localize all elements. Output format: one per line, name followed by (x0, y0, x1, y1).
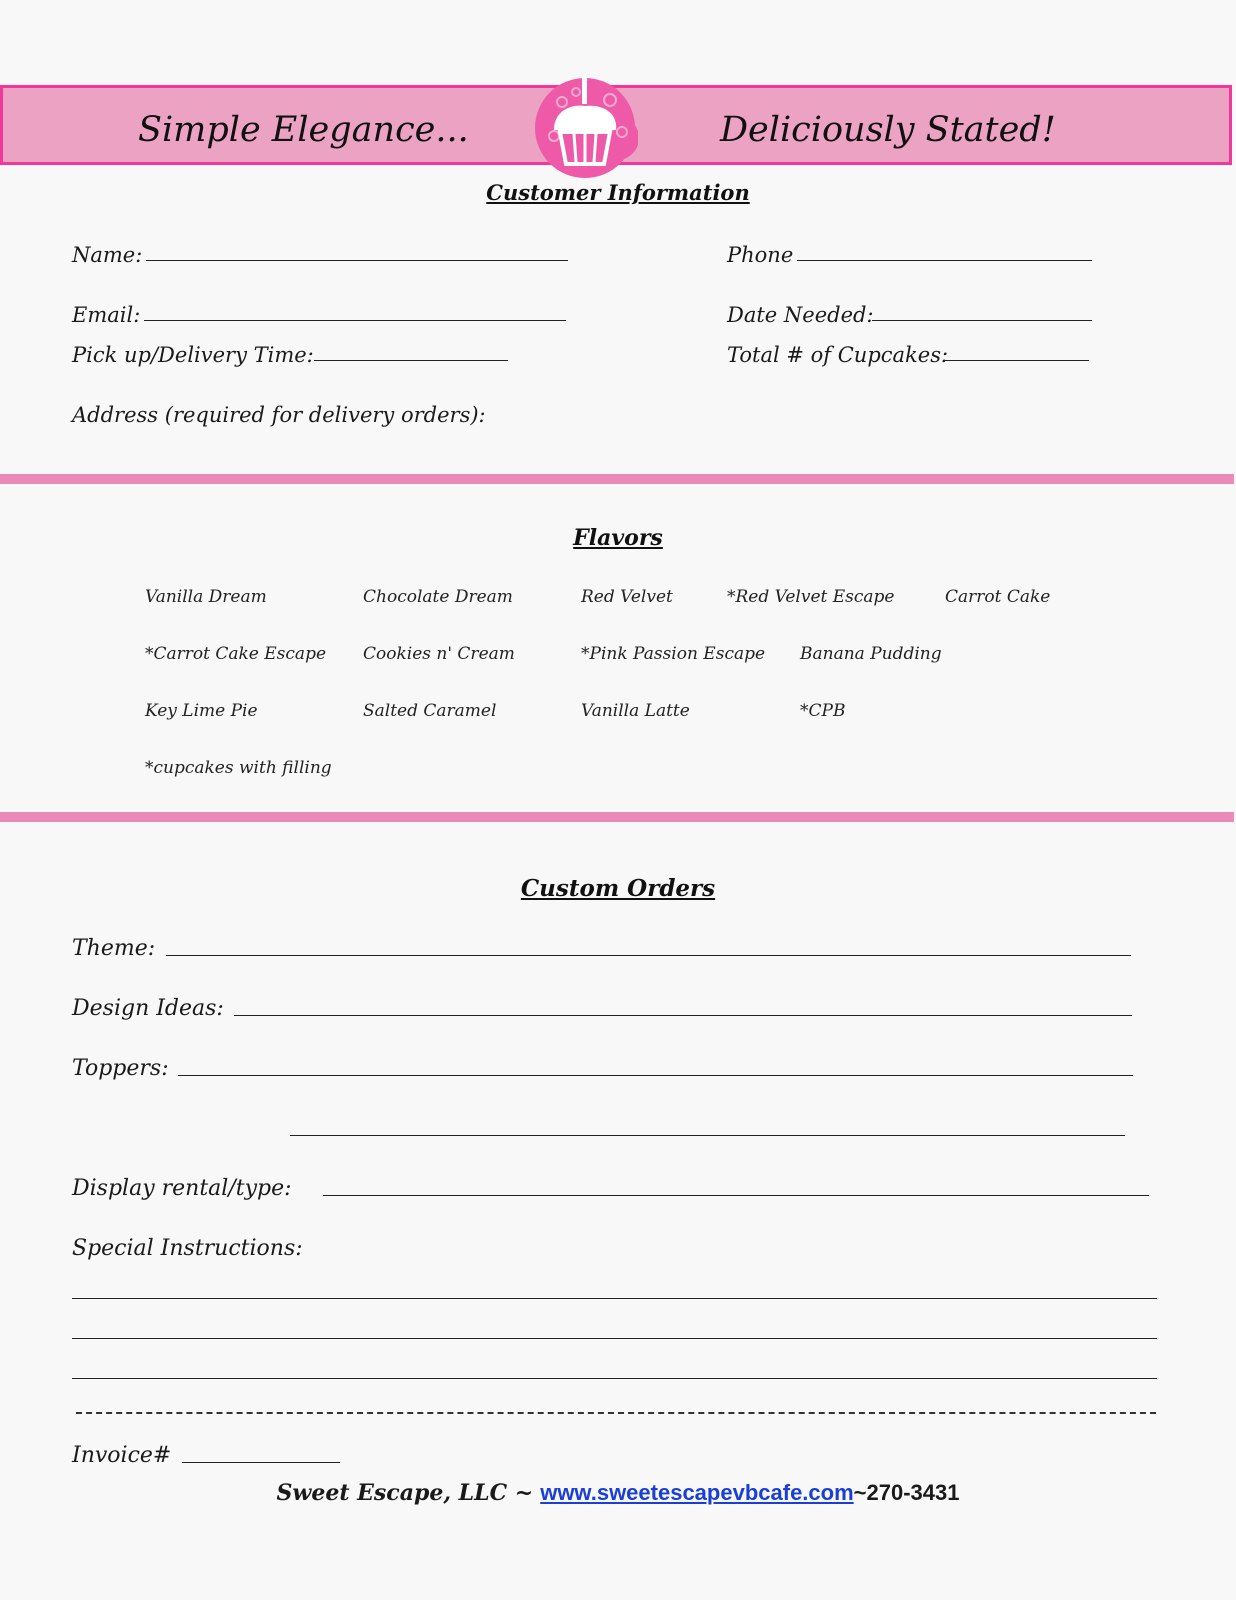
tagline-right: Deliciously Stated! (720, 110, 1056, 150)
special-instructions-label: Special Instructions: (72, 1236, 303, 1261)
toppers-label: Toppers: (72, 1056, 169, 1081)
design-ideas-label: Design Ideas: (72, 996, 224, 1021)
flavor-item: *Pink Passion Escape (581, 644, 766, 664)
pickup-time-label: Pick up/Delivery Time: (72, 343, 314, 367)
invoice-label: Invoice# (72, 1443, 172, 1468)
flavor-item: *Red Velvet Escape (727, 587, 895, 607)
theme-field[interactable] (166, 955, 1131, 956)
invoice-field[interactable] (182, 1462, 340, 1463)
date-needed-field[interactable] (872, 320, 1092, 321)
phone-number: ~270-3431 (853, 1480, 960, 1505)
theme-label: Theme: (72, 936, 156, 961)
filling-note: *cupcakes with filling (145, 758, 332, 778)
pickup-time-field[interactable] (314, 360, 508, 361)
email-label: Email: (72, 303, 141, 327)
special-instructions-line[interactable] (72, 1378, 1157, 1379)
flavor-item: Cookies n' Cream (363, 644, 515, 664)
special-instructions-line[interactable] (72, 1298, 1157, 1299)
address-label: Address (required for delivery orders): (72, 403, 486, 427)
tagline-left: Simple Elegance... (138, 110, 469, 150)
total-cupcakes-field[interactable] (944, 360, 1089, 361)
display-rental-field[interactable] (323, 1195, 1149, 1196)
flavor-item: Carrot Cake (945, 587, 1051, 607)
custom-orders-title: Custom Orders (520, 875, 716, 902)
display-rental-label: Display rental/type: (72, 1176, 292, 1201)
company-name: Sweet Escape, LLC ~ (276, 1480, 534, 1506)
name-label: Name: (72, 243, 143, 267)
flavor-item: Chocolate Dream (363, 587, 513, 607)
flavor-item: Vanilla Dream (145, 587, 267, 607)
cut-line (76, 1412, 1156, 1414)
flavor-item: Salted Caramel (363, 701, 497, 721)
name-field[interactable] (146, 260, 568, 261)
phone-label: Phone (727, 243, 794, 267)
special-instructions-line[interactable] (72, 1338, 1157, 1339)
customer-info-title: Customer Information (486, 180, 750, 205)
flavor-item: *CPB (800, 701, 846, 721)
design-ideas-field[interactable] (234, 1015, 1132, 1016)
total-cupcakes-label: Total # of Cupcakes: (727, 343, 949, 367)
phone-field[interactable] (797, 260, 1092, 261)
flavor-item: *Carrot Cake Escape (145, 644, 327, 664)
website-link[interactable]: www.sweetescapevbcafe.com (540, 1480, 854, 1505)
flavor-item: Vanilla Latte (581, 701, 690, 721)
toppers-field-line-2[interactable] (290, 1135, 1125, 1136)
flavor-item: Banana Pudding (800, 644, 942, 664)
date-needed-label: Date Needed: (727, 303, 874, 327)
email-field[interactable] (144, 320, 566, 321)
footer (0, 1480, 1236, 1506)
flavor-item: Red Velvet (581, 587, 673, 607)
section-divider (0, 474, 1234, 484)
toppers-field[interactable] (178, 1075, 1133, 1076)
cupcake-icon (532, 72, 638, 180)
section-divider (0, 812, 1234, 822)
flavors-title: Flavors (573, 525, 663, 551)
flavor-item: Key Lime Pie (145, 701, 258, 721)
